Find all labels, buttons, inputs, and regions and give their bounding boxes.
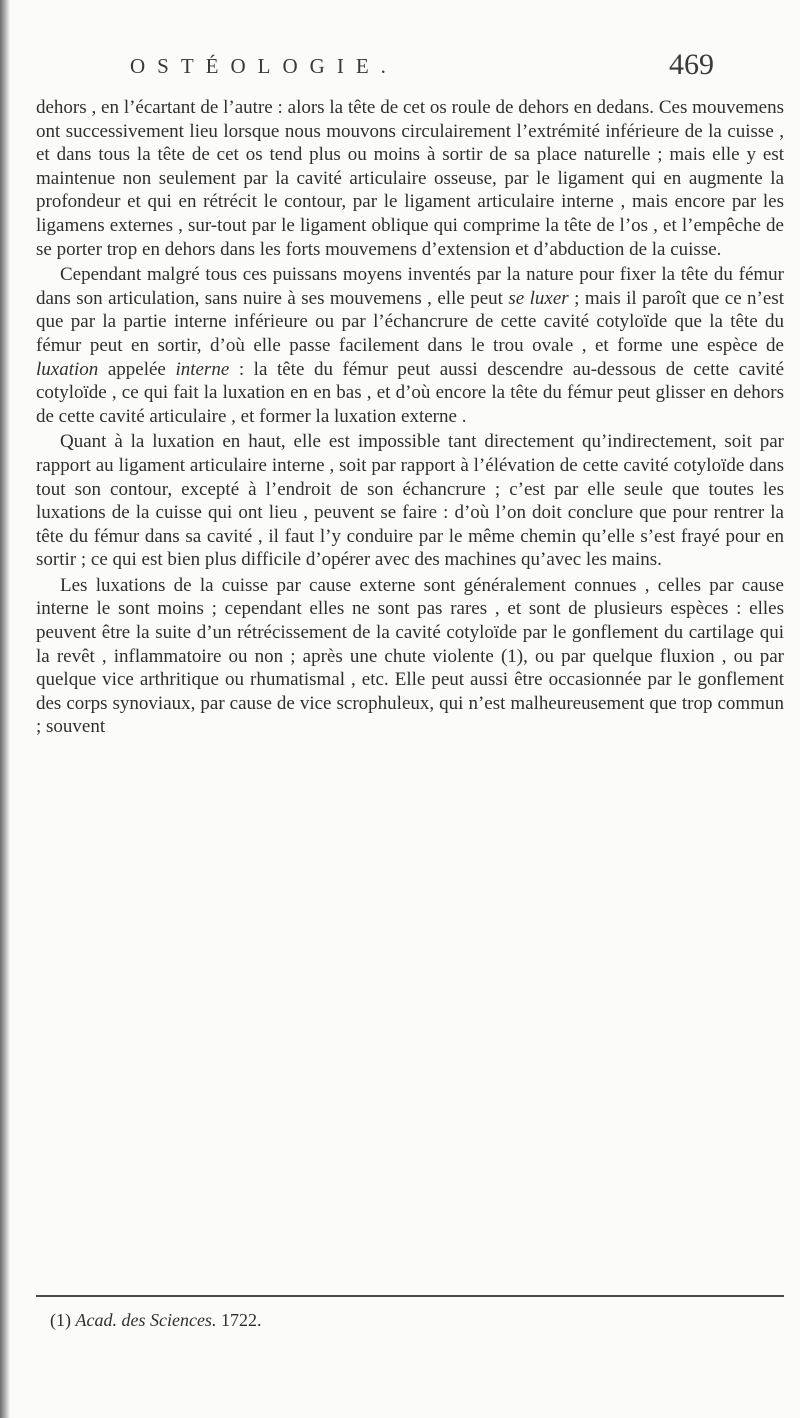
footnote-marker: (1) [50, 1310, 71, 1330]
footnote-rule [36, 1295, 784, 1297]
paragraph-1: dehors , en l’écartant de l’autre : alors la tête de cet os roule de dehors en dedans. Ces mouvemens ont successivement lieu lorsque nous mouvons circulairement l’extrémité inférieure de la cuisse , et dans tous la tête de cet os tend plus ou moins à sortir de sa place naturelle ; mais elle y est maintenue non seulement par la cavité articulaire osseuse, par le ligament qui en augmente la profondeur et qui en rétrécit le contour, par le ligament articulaire interne , mais encore par les ligamens externes , sur-tout par le ligament oblique qui comprime la tête de l’os , et l’empêche de se porter trop en dehors dans les forts mouvemens d’extension et d’abduction de la cuisse. [36, 97, 784, 260]
running-title: OSTÉOLOGIE. [130, 54, 398, 78]
paragraph-2-text-b: ; mais il paroît que ce n’est que par la partie interne inférieure ou par l’échancrure de cette cavité cotyloïde que la tête du fémur peut en sortir, d’où elle passe facilement dans le trou ovale , et forme une espèce de [36, 287, 784, 356]
footnote-year: 1722. [220, 1310, 262, 1330]
binding-gutter-shadow [0, 0, 10, 1418]
running-header [80, 46, 720, 86]
paragraph-2-em-se-luxer: se luxer [508, 287, 569, 309]
paragraph-4: Les luxations de la cuisse par cause externe sont généralement connues , celles par cause interne le sont moins ; cependant elles ne sont pas rares , et sont de plusieurs espèces : elles peuvent être la suite d’un rétrécissement de la cavité cotyloïde par le gonflement du cartilage qui la revêt , inflammatoire ou non ; après une chute violente (1), ou par quelque fluxion , ou par quelque vice arthritique ou rhumatismal , etc. Elle peut aussi être occasionnée par le gonflement des corps synoviaux, par cause de vice scrophuleux, qui n’est malheureusement que trop commun ; souvent [36, 574, 784, 738]
paragraph-2-em-interne: interne [175, 358, 230, 380]
paragraph-2-text-a: Cependant malgré tous ces puissans moyens inventés par la nature pour fixer la tête du fémur dans son articulation, sans nuire à ses mouvemens , elle peut [36, 264, 784, 309]
body-text [36, 96, 784, 739]
page-number: 469 [669, 48, 714, 81]
paragraph-2-text-c: appelée [98, 358, 176, 380]
paragraph-2-em-luxation: luxation [36, 358, 99, 380]
footnote [50, 1310, 261, 1331]
paragraph-2 [36, 263, 784, 428]
footnote-source: Acad. des Sciences. [75, 1310, 217, 1330]
paragraph-3: Quant à la luxation en haut, elle est impossible tant directement qu’indirectement, soit par rapport au ligament articulaire interne , soit par rapport à l’élévation de cette cavité cotyloïde dans tout son contour, excepté à l’endroit de son échancrure ; c’est par elle seule que toutes les luxations de la cuisse qui ont lieu , peuvent se faire : d’où l’on doit conclure que pour rentrer la tête du fémur dans sa cavité , il faut l’y conduire par le même chemin qu’elle s’est frayé pour en sortir ; ce qui est bien plus difficile d’opérer avec des machines qu’avec les mains. [36, 431, 784, 571]
paragraph-2-text-d: : la tête du fémur peut aussi descendre au-dessous de cette cavité cotyloïde , ce qui fait la luxation en en bas , et d’où encore la tête du fémur peut glisser en dehors de cette cavité articulaire , et former la luxation externe . [36, 358, 785, 427]
